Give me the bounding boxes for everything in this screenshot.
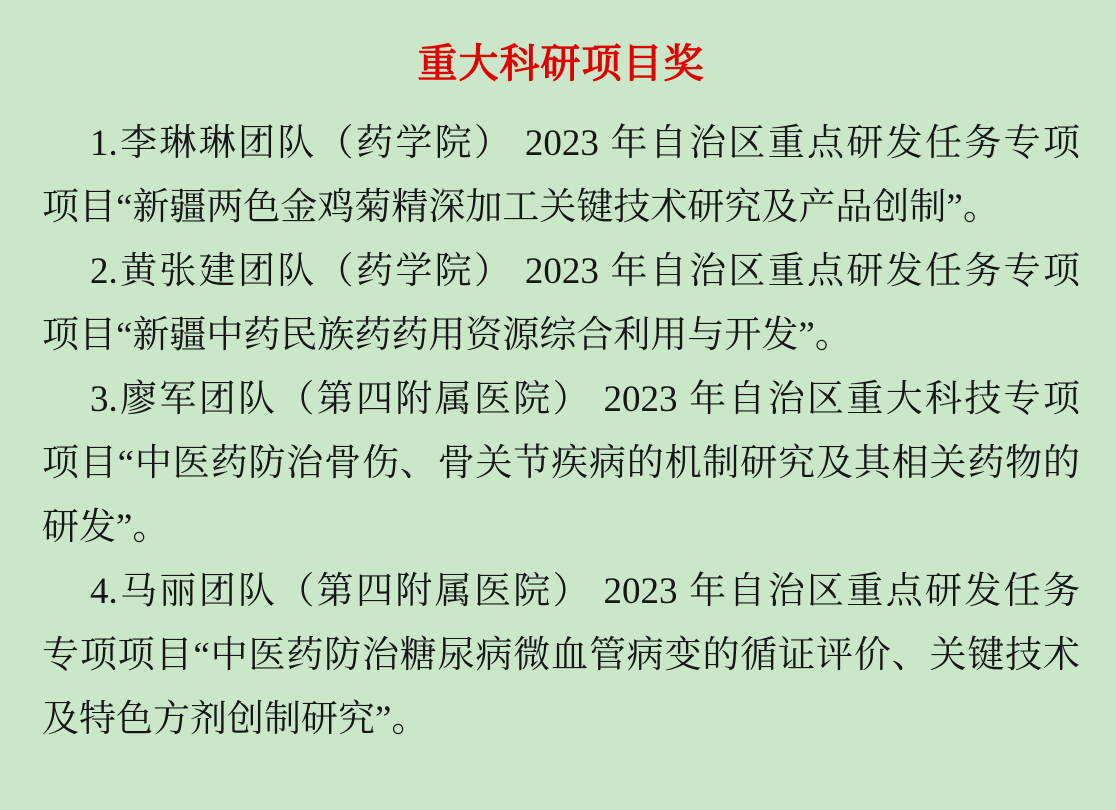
paragraph-3-line-3: 研发”。 [42,507,170,548]
paragraph-3-line-1: 3.廖军团队（第四附属医院） 2023 年自治区重大科技专项 [90,379,1080,420]
paragraph-2-line-2: 项目“新疆中药民族药药用资源综合利用与开发”。 [42,315,852,356]
paragraph-3-line-2: 项目“中医药防治骨伤、骨关节疾病的机制研究及其相关药物的 [42,443,1080,484]
paragraph-4-line-2: 专项项目“中医药防治糖尿病微血管病变的循证评价、关键技术 [42,635,1080,676]
paragraph-2-line-1: 2.黄张建团队（药学院） 2023 年自治区重点研发任务专项 [90,251,1080,292]
document-body [42,112,1080,752]
paragraph-1-line-2: 项目“新疆两色金鸡菊精深加工关键技术研究及产品创制”。 [42,187,1000,228]
document-title: 重大科研项目奖 [417,41,705,86]
paragraph-1-line-1: 1.李琳琳团队（药学院） 2023 年自治区重点研发任务专项 [90,123,1080,164]
paragraph-4-line-1: 4.马丽团队（第四附属医院） 2023 年自治区重点研发任务 [90,571,1080,612]
paragraph-4-line-3: 及特色方剂创制研究”。 [42,699,429,740]
